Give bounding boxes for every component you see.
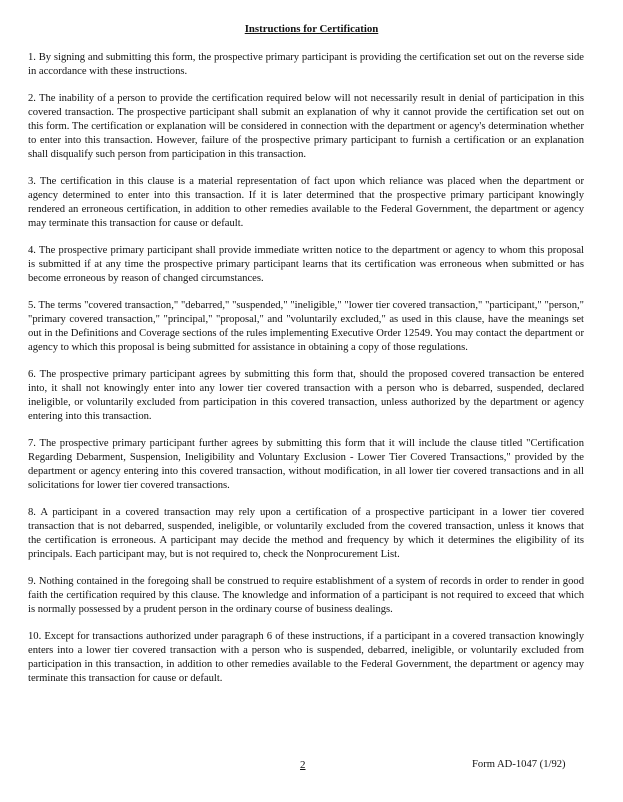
paragraph-6: 6. The prospective primary participant agrees by submitting this form that, should the proposed covered transaction be entered into, it shall not knowingly enter into any lower tier covered transaction with a person who is debarred, suspended, declared ineligible, or voluntarily excluded from participation in this covered transaction, unless authorized by the department or agency entering into this transaction. <box>28 369 584 422</box>
paragraph-2: 2. The inability of a person to provide the certification required below will not necessarily result in denial of participation in this covered transaction. The prospective participant shall submit an explanation of why it cannot provide the certification set out on this form. The certification or explanation will be considered in connection with the department or agency's determination whether to enter into this transaction. However, failure of the prospective primary participant to furnish a certification or an explanation shall disqualify such person from participation in this transaction. <box>28 93 584 160</box>
instructions-body <box>28 51 584 699</box>
form-identifier: Form AD-1047 (1/92) <box>472 759 566 770</box>
page-title: Instructions for Certification <box>244 23 379 35</box>
paragraph-10: 10. Except for transactions authorized under paragraph 6 of these instructions, if a participant in a covered transaction knowingly enters into a lower tier covered transaction with a person who is suspended, debarred, ineligible, or voluntarily excluded from participation in this transaction, in addition to other remedies available to the Federal Government, the department or agency may terminate this transaction for cause or default. <box>28 631 584 684</box>
paragraph-9: 9. Nothing contained in the foregoing shall be construed to require establishment of a system of records in order to render in good faith the certification required by this clause. The knowledge and information of a participant is not required to exceed that which is normally possessed by a prudent person in the ordinary course of business dealings. <box>28 576 584 615</box>
paragraph-3: 3. The certification in this clause is a material representation of fact upon which reliance was placed when the department or agency determined to enter into this transaction. If it is later determined that the prospective primary participant knowingly rendered an erroneous certification, in addition to other remedies available to the Federal Government, the department or agency may terminate this transaction for cause or default. <box>28 176 584 229</box>
paragraph-4: 4. The prospective primary participant shall provide immediate written notice to the department or agency to whom this proposal is submitted if at any time the prospective primary participant learns that its certification was erroneous when submitted or has become erroneous by reason of changed circumstances. <box>28 245 584 284</box>
paragraph-1: 1. By signing and submitting this form, the prospective primary participant is providing the certification set out on the reverse side in accordance with these instructions. <box>28 52 584 77</box>
paragraph-7: 7. The prospective primary participant further agrees by submitting this form that it will include the clause titled "Certification Regarding Debarment, Suspension, Ineligibility and Voluntary Exclusion - Lower Tier Covered Transactions," provided by the department or agency entering into this covered transaction, without modification, in all lower tier covered transactions and in all solicitations for lower tier covered transactions. <box>28 438 584 491</box>
paragraph-8: 8. A participant in a covered transaction may rely upon a certification of a prospective participant in a lower tier covered transaction that is not debarred, suspended, ineligible, or voluntarily excluded from the covered transaction, unless it knows that the certification is erroneous. A participant may decide the method and frequency by which it determines the eligibility of its principals. Each participant may, but is not required to, check the Nonprocurement List. <box>28 507 584 560</box>
page-number: 2 <box>300 759 306 771</box>
paragraph-5: 5. The terms "covered transaction," "debarred," "suspended," "ineligible," "lower tier covered transaction," "participant," "person," "primary covered transaction," "principal," "proposal," and "voluntarily excluded," as used in this clause, have the meanings set out in the Definitions and Coverage sections of the rules implementing Executive Order 12549. You may contact the department or agency to which this proposal is being submitted for assistance in obtaining a copy of those regulations. <box>28 300 584 353</box>
